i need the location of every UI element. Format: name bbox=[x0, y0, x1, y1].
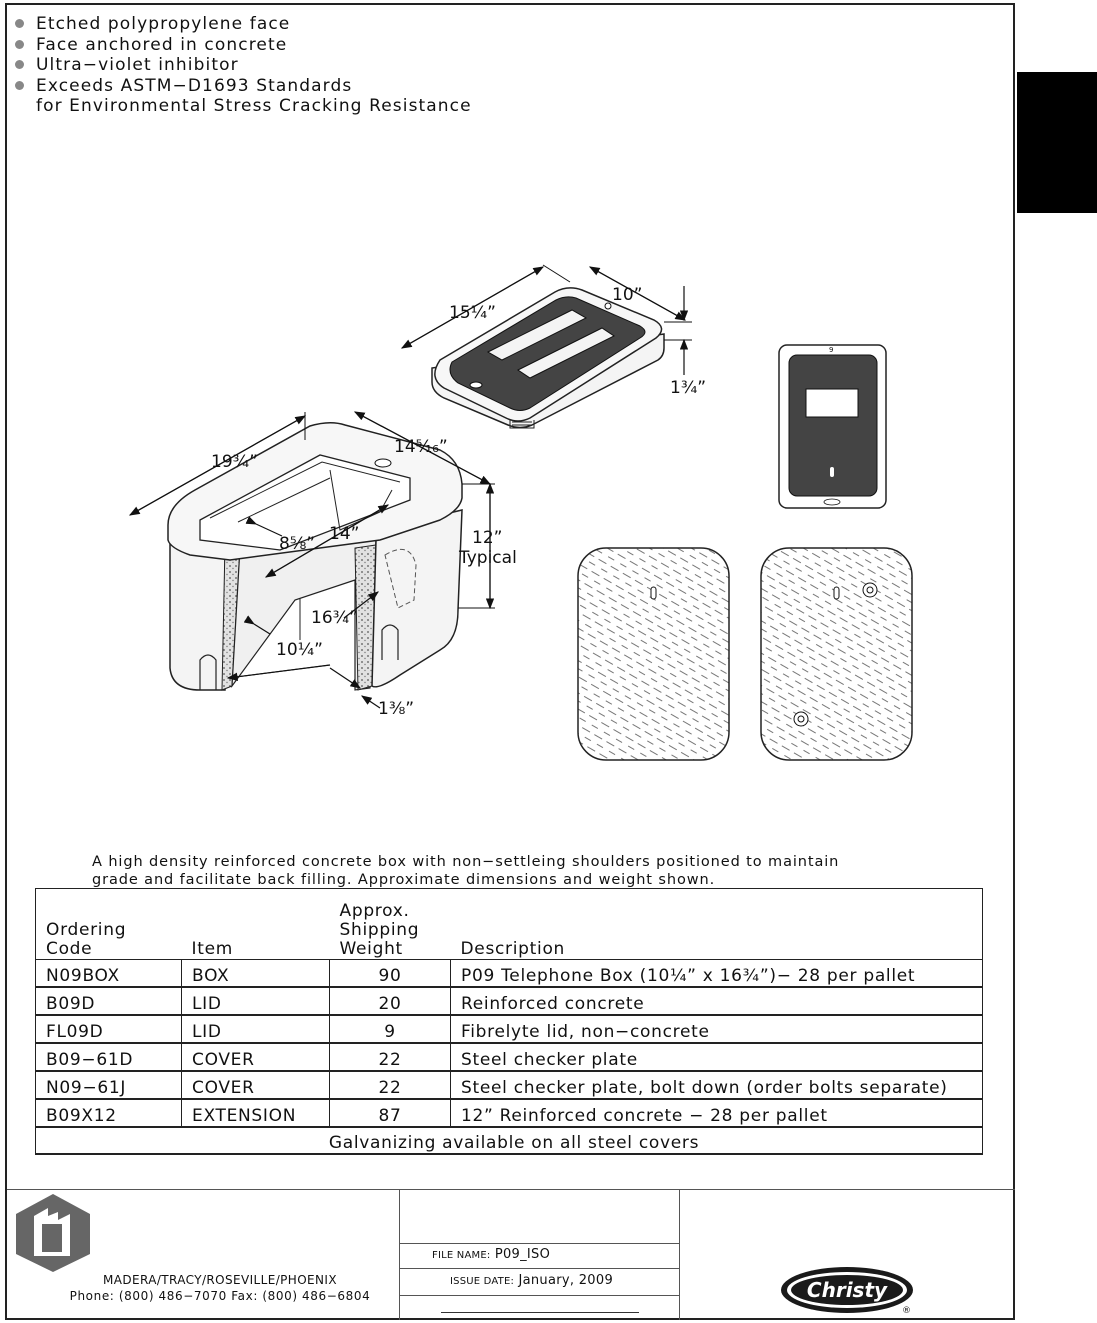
feature-item: Ultra−violet inhibitor bbox=[14, 55, 472, 76]
cell-code: B09X12 bbox=[36, 1099, 182, 1127]
company-logo-icon bbox=[12, 1192, 94, 1274]
cell-description: 12” Reinforced concrete − 28 per pallet bbox=[451, 1099, 983, 1127]
title-block-top-rule bbox=[7, 1189, 1015, 1190]
box-bottom-length-label: 16¾” bbox=[311, 608, 358, 628]
cell-weight: 87 bbox=[330, 1099, 451, 1127]
cell-item: LID bbox=[182, 1015, 330, 1043]
feature-item: Face anchored in concrete bbox=[14, 35, 472, 56]
ordering-table bbox=[35, 888, 983, 1155]
cell-code: B09D bbox=[36, 987, 182, 1015]
box-inner-length-label: 14” bbox=[329, 524, 360, 544]
cell-weight: 20 bbox=[330, 987, 451, 1015]
cell-code: B09−61D bbox=[36, 1043, 182, 1071]
table-row bbox=[36, 1043, 983, 1071]
lid-plan-view bbox=[779, 345, 886, 508]
company-locations: MADERA/TRACY/ROSEVILLE/PHOENIX bbox=[103, 1273, 337, 1287]
table-row bbox=[36, 987, 983, 1015]
lid-width-label: 10” bbox=[612, 285, 643, 305]
file-name-field: FILE NAME: P09_ISO bbox=[432, 1247, 551, 1262]
registered-mark: ® bbox=[902, 1306, 911, 1316]
title-block-rule bbox=[399, 1268, 679, 1269]
box-wall-label: 1⅜” bbox=[378, 699, 415, 719]
cell-code: FL09D bbox=[36, 1015, 182, 1043]
lid-length-label: 15¼” bbox=[449, 303, 496, 323]
cell-item: BOX bbox=[182, 960, 330, 988]
header-weight: Approx. Shipping Weight bbox=[339, 901, 420, 959]
header-ordering-code: Ordering Code bbox=[46, 920, 127, 959]
cell-weight: 90 bbox=[330, 960, 451, 988]
table-row bbox=[36, 960, 983, 988]
christy-logo bbox=[780, 1266, 920, 1316]
box-outer-width-label: 14⁵⁄₁₆” bbox=[394, 437, 448, 457]
cell-code: N09BOX bbox=[36, 960, 182, 988]
feature-item: Etched polypropylene face bbox=[14, 14, 472, 35]
galvanizing-note: Galvanizing available on all steel covers bbox=[36, 1127, 983, 1154]
brand-name: Christy bbox=[806, 1278, 888, 1302]
cell-weight: 22 bbox=[330, 1043, 451, 1071]
box-bottom-width-label: 10¼” bbox=[276, 640, 323, 660]
checker-plate-cover bbox=[578, 548, 729, 760]
cell-code: N09−61J bbox=[36, 1071, 182, 1099]
table-row bbox=[36, 1099, 983, 1127]
cell-weight: 9 bbox=[330, 1015, 451, 1043]
cell-item: COVER bbox=[182, 1043, 330, 1071]
cell-item: COVER bbox=[182, 1071, 330, 1099]
box-height-note: Typical bbox=[459, 548, 517, 568]
feature-item-continuation: for Environmental Stress Cracking Resistance bbox=[36, 96, 472, 116]
cell-description: Fibrelyte lid, non−concrete bbox=[451, 1015, 983, 1043]
cell-item: LID bbox=[182, 987, 330, 1015]
cell-weight: 22 bbox=[330, 1071, 451, 1099]
cell-description: Steel checker plate bbox=[451, 1043, 983, 1071]
checker-plate-bolt-down-cover bbox=[761, 548, 912, 760]
cell-description: P09 Telephone Box (10¼” x 16¾”)− 28 per pallet bbox=[451, 960, 983, 988]
title-block-rule bbox=[399, 1243, 679, 1244]
box-outer-length-label: 19¾” bbox=[211, 452, 258, 472]
table-footer-row bbox=[36, 1127, 983, 1154]
title-block-rule bbox=[399, 1295, 679, 1296]
box-height-label: 12” bbox=[472, 528, 503, 548]
feature-item: Exceeds ASTM−D1693 Standards bbox=[14, 76, 472, 97]
box-inner-width-label: 8⅝” bbox=[279, 534, 316, 554]
product-description: A high density reinforced concrete box with non−settleing shoulders positioned to maintain grade and facilitate back filling. Approximate dimensions and weight shown. bbox=[92, 854, 840, 888]
table-header-row bbox=[36, 889, 983, 960]
cell-description: Steel checker plate, bolt down (order bolts separate) bbox=[451, 1071, 983, 1099]
header-item: Item bbox=[191, 939, 233, 959]
header-description: Description bbox=[460, 939, 566, 959]
company-phone: Phone: (800) 486−7070 Fax: (800) 486−6804 bbox=[69, 1289, 371, 1303]
title-block-divider bbox=[679, 1189, 680, 1320]
table-row bbox=[36, 1071, 983, 1099]
issue-date-field: ISSUE DATE: January, 2009 bbox=[450, 1273, 614, 1288]
cell-item: EXTENSION bbox=[182, 1099, 330, 1127]
cell-description: Reinforced concrete bbox=[451, 987, 983, 1015]
signature-line bbox=[441, 1312, 639, 1313]
table-row bbox=[36, 1015, 983, 1043]
lid-height-label: 1¾” bbox=[670, 378, 707, 398]
lid-number-label: 9 bbox=[829, 346, 834, 354]
